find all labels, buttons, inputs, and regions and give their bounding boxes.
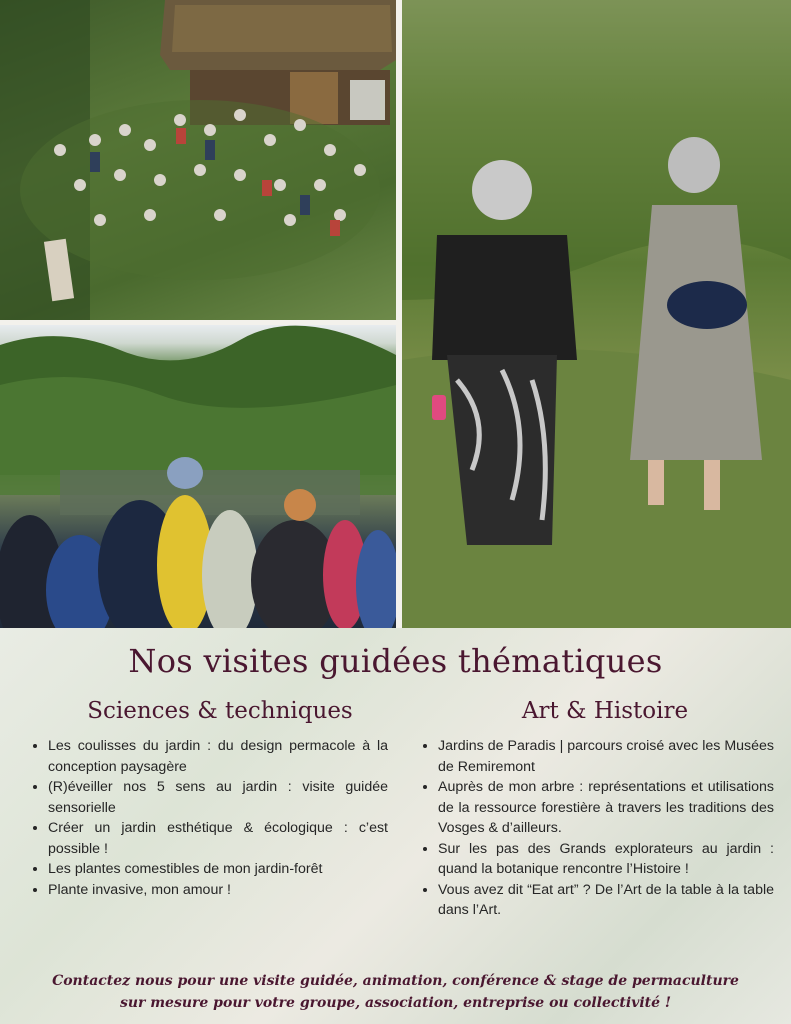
- photo-women-walking: [402, 0, 791, 628]
- list-item: • Jardins de Paradis | parcours croisé avec les Musées de Remiremont: [438, 736, 774, 777]
- contact-callout: [0, 970, 791, 1014]
- sciences-list: [28, 736, 388, 900]
- list-item: • Vous avez dit “Eat art” ? De l’Art de la table à la table dans l’Art.: [438, 880, 774, 921]
- list-item: • Auprès de mon arbre : représentations et utilisations de la ressource forestière à travers les traditions des Vosges & d’ailleurs.: [438, 777, 774, 839]
- art-list: [418, 736, 774, 921]
- list-item: • Les coulisses du jardin : du design permacole à la conception paysagère: [48, 736, 388, 777]
- list-item: • Créer un jardin esthétique & écologique : c’est possible !: [48, 818, 388, 859]
- photo-group-in-garden: [0, 0, 396, 320]
- contact-line-2: sur mesure pour votre groupe, association, entreprise ou collectivité !: [119, 995, 672, 1011]
- page-title: Nos visites guidées thématiques: [128, 642, 663, 680]
- list-item: • Les plantes comestibles de mon jardin-forêt: [48, 859, 388, 880]
- guided-visits-section: [0, 628, 791, 1024]
- art-heading: Art & Histoire: [521, 698, 689, 724]
- list-item: • (R)éveiller nos 5 sens au jardin : visite guidée sensorielle: [48, 777, 388, 818]
- contact-line-1: Contactez nous pour une visite guidée, animation, conférence & stage de permaculture: [52, 973, 739, 989]
- sciences-heading: Sciences & techniques: [87, 698, 353, 724]
- photo-visitors-by-pond: [0, 325, 396, 628]
- list-item: • Plante invasive, mon amour !: [48, 880, 388, 901]
- list-item: • Sur les pas des Grands explorateurs au jardin : quand la botanique rencontre l’Histoire !: [438, 839, 774, 880]
